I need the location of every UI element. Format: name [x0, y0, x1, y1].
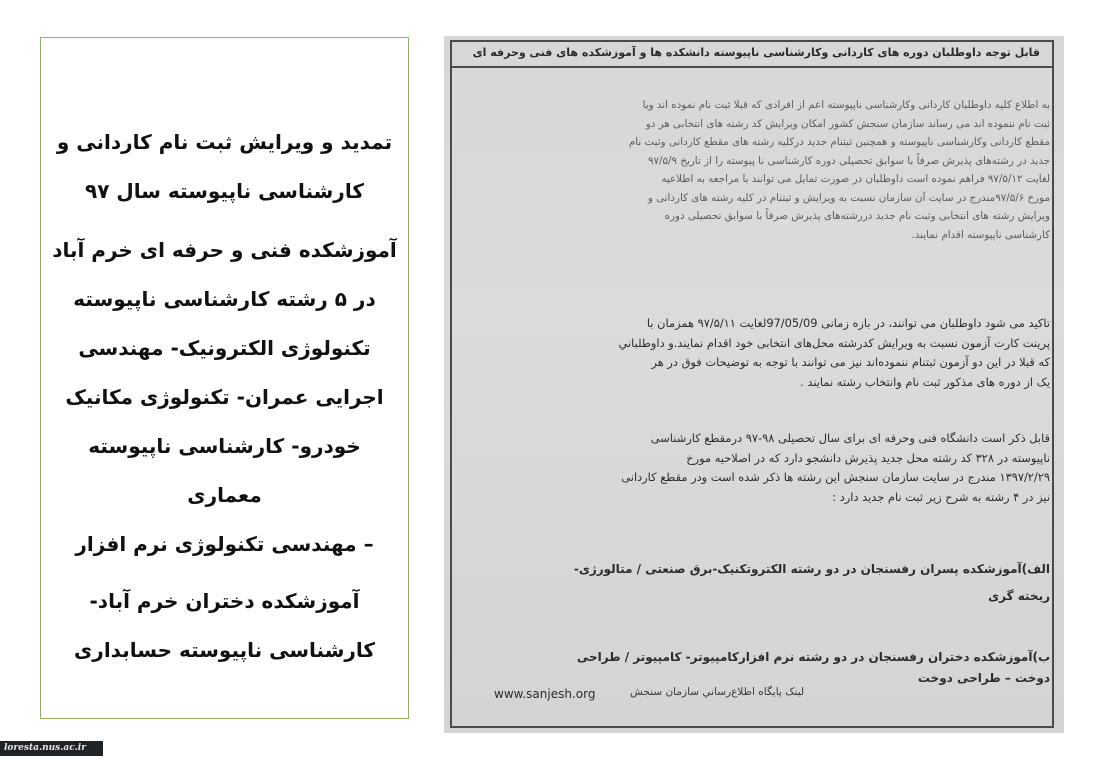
clipping-line: الف)آموزشکده پسران رفسنجان در دو رشته الکتروتکنیک-برق صنعتی / متالورژی- — [573, 562, 1050, 576]
announcement-line: تکنولوژی الکترونیک- مهندسی — [78, 336, 371, 360]
announcement-line: در ۵ رشته کارشناسی ناپیوسته — [73, 287, 376, 311]
clipping-paragraph-5 — [458, 644, 1050, 671]
clipping-line: تاکید می شود داوطلبان می توانند، در بازه زمانی 97/05/09لغایت ۹۷/۵/۱۱ همزمان با — [646, 316, 1050, 330]
clipping-line: جدید در رشته‌های پذیرش صرفاً با سوابق تحصیلی دوره کارشناسی نا پیوسته را از تاریخ ۹۷/۵/۹ — [647, 154, 1050, 167]
newspaper-clipping — [444, 36, 1064, 733]
clipping-line: ۱۳۹۷/۲/۲۹ مندرج در سایت سازمان سنجش این رشته ها ذکر شده است ودر مقطع کاردانی — [621, 470, 1050, 484]
clipping-line: ویرایش رشته های انتخابی وثبت نام جدید دررشته‌های پذیرش صرفاً با سوابق تحصیلی دوره — [664, 210, 1050, 222]
clipping-paragraph-1 — [458, 96, 1050, 244]
announcement-box — [40, 37, 409, 719]
clipping-line: مقطع کاردانی وکارشناسی ناپیوسته و همچنین ثبتنام جدید درکلیه رشته های مقطع کاردانی وثبت نام — [628, 136, 1050, 148]
clipping-line: که قبلا در این دو آزمون ثبتنام ننموده‌اند نیز می توانند با توجه به توضیحات فوق در هر — [651, 355, 1050, 369]
clipping-line: لغایت ۹۷/۵/۱۲ فراهم نموده است داوطلبان در صورت تمایل می توانند با مراجعه به اطلاعیه — [661, 173, 1050, 185]
announcement-line: آموزشکده فنی و حرفه ای خرم آباد — [52, 238, 397, 262]
announcement-line: تمدید و ویرایش ثبت نام کاردانی و — [56, 130, 393, 154]
announcement-line: کارشناسی ناپیوسته سال ۹۷ — [85, 179, 364, 203]
clipping-line: ناپیوسته در ۳۲۸ کد رشته محل جدید پذیرش دانشجو دارد که در اصلاحیه مورخ — [686, 450, 1050, 465]
announcement-line: کارشناسی ناپیوسته حسابداری — [73, 638, 376, 662]
clipping-header: قابل توجه داوطلبان دوره های کاردانی وکارشناسی ناپیوسته دانشکده ها و آموزشکده های فنی وحرفه ای — [450, 40, 1054, 68]
clipping-line: پرینت کارت آزمون نسبت به ویرایش کدرشته محل‌های انتخابی خود اقدام نمایند.و داوطلباني — [618, 335, 1050, 350]
sanjesh-url: www.sanjesh.org — [494, 687, 596, 701]
clipping-paragraph-4 — [458, 556, 1050, 610]
clipping-paragraph-3 — [458, 429, 1050, 507]
clipping-line: یک از دوره های مذکور ثبت نام وانتخاب رشته نمایند . — [800, 374, 1050, 389]
clipping-link-label: لینک پایگاه اطلاع‌رساني سازمان سنجش — [630, 686, 805, 698]
clipping-line: مورخ ۹۷/۵/۶مندرج در سایت آن سازمان نسبت به ویرایش و ثبتنام در کلیه رشته های کاردانی و — [647, 191, 1050, 204]
clipping-line: ریخته گری — [988, 589, 1050, 603]
announcement-line: خودرو- کارشناسی ناپیوسته معماری — [88, 434, 361, 507]
announcement-line: اجرایی عمران- تکنولوژی مکانیک — [65, 385, 384, 409]
clipping-line: ثبت نام ننموده اند می رساند سازمان سنجش کشور امکان ویرایش کد رشته های انتخابی هر دو — [645, 117, 1050, 130]
site-watermark: loresta.nus.ac.ir — [0, 741, 103, 756]
clipping-line: ب)آموزشکده دختران رفسنجان در دو رشته نرم افزارکامپیوتر- کامپیوتر / طراحی — [576, 650, 1050, 664]
announcement-line: آموزشکده دختران خرم آباد- — [89, 589, 360, 613]
clipping-paragraph-2 — [458, 314, 1050, 392]
clipping-last-line: دوخت – طراحی دوخت — [917, 671, 1050, 685]
clipping-line: نیز در ۴ رشته به شرح زیر ثبت نام جدید دارد : — [832, 489, 1050, 504]
clipping-line: به اطلاع کلیه داوطلبان کاردانی وکارشناسی ناپیوسته اعم از افرادی که قبلا ثبت نام نموده اند ویا — [642, 99, 1050, 111]
announcement-line: – مهندسی تکنولوژی نرم افزار — [75, 532, 374, 556]
clipping-line: قابل ذکر است دانشگاه فنی وحرفه ای برای سال تحصیلی ۹۸-۹۷ درمقطع کارشناسی — [650, 431, 1050, 445]
clipping-line: کارشناسی ناپیوسته اقدام نمایند. — [911, 228, 1050, 241]
